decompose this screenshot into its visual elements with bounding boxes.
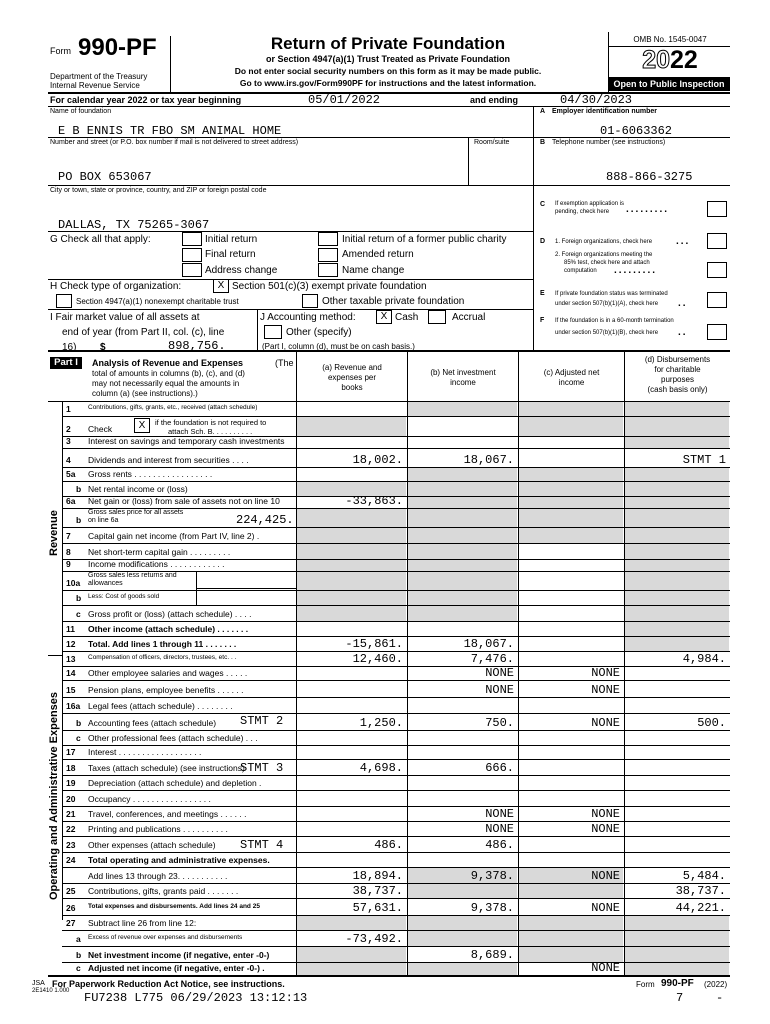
shaded-cell [625, 544, 729, 559]
line-label: Total expenses and disbursements. Add lines 24 and 25 [88, 903, 260, 910]
part1-title-note: (The [275, 358, 294, 368]
line-label: Net short-term capital gain . . . . . . . . . [88, 547, 231, 557]
line-label: Adjusted net income (if negative, enter -0-) . [88, 963, 265, 973]
h-501c3-label: Section 501(c)(3) exempt private foundation [232, 281, 427, 292]
amount-c: NONE [591, 822, 620, 836]
line-number: a [76, 934, 81, 944]
tax-year-outline: 20 [642, 46, 670, 74]
line-label: Printing and publications . . . . . . . . . . [88, 824, 228, 834]
f-text1: If the foundation is in a 60-month termination [555, 318, 674, 324]
footer-form-label: Form [636, 980, 655, 989]
line-label: Other income (attach schedule) . . . . . . . [88, 624, 249, 634]
shaded-cell [625, 468, 729, 481]
line-number: 8 [66, 547, 71, 557]
i-dollar: $ [100, 342, 106, 353]
line-number: 1 [66, 404, 71, 414]
amount-d: 38,737. [675, 884, 726, 898]
form-header [48, 32, 730, 92]
form-number: 990-PF [78, 34, 157, 61]
footer-form-number: 990-PF [661, 978, 694, 989]
line-number: b [76, 484, 82, 494]
amount-c: NONE [591, 961, 620, 975]
row-divider [62, 867, 730, 868]
shaded-cell [297, 916, 406, 930]
line-number: 3 [66, 436, 71, 446]
line-number: 19 [66, 778, 76, 788]
cash-basis-note: (Part I, column (d), must be on cash basis.) [262, 342, 415, 351]
line-label: Total. Add lines 1 through 11 . . . . . . . [88, 639, 237, 649]
amount-d: 500. [697, 716, 726, 730]
line-number: c [76, 963, 81, 973]
d2c-text: computation [564, 268, 597, 274]
shaded-cell [519, 528, 623, 543]
row-divider [62, 730, 730, 731]
shaded-cell [625, 437, 729, 448]
shaded-cell [408, 528, 517, 543]
part1-desc1: total of amounts in columns (b), (c), and (d) [92, 369, 245, 378]
paperwork-notice: For Paperwork Reduction Act Notice, see instructions. [52, 979, 285, 989]
d2a-text: 2. Foreign organizations meeting the [555, 252, 653, 258]
foreign-org-checkbox[interactable] [707, 233, 727, 249]
phone-letter: B [540, 139, 546, 146]
shaded-cell [408, 606, 517, 621]
omb-number: OMB No. 1545-0047 [633, 35, 707, 44]
h-other-taxable-label: Other taxable private foundation [322, 296, 465, 307]
h-4947-checkbox[interactable] [56, 294, 72, 308]
line-number: 11 [66, 624, 75, 634]
cash-label: Cash [395, 312, 419, 323]
form-subtitle: or Section 4947(a)(1) Trust Treated as Private Foundation [265, 54, 511, 64]
line-label: Contributions, gifts, grants paid . . . . . . . [88, 886, 239, 896]
line-label: Subtract line 26 from line 12: [88, 918, 197, 928]
shaded-cell [625, 572, 729, 590]
line-number: 14 [66, 668, 76, 678]
line-number: 18 [66, 763, 76, 773]
line-label: Less: Cost of goods sold [88, 593, 160, 600]
c-letter: C [540, 201, 546, 208]
line-number: 15 [66, 685, 76, 695]
shaded-cell [625, 947, 729, 962]
line-label: Gross profit or (loss) (attach schedule) . . . . [88, 609, 252, 619]
line-label: Interest . . . . . . . . . . . . . . . . . . [88, 747, 202, 757]
line-number: 26 [66, 903, 76, 913]
amended-return-checkbox[interactable] [318, 248, 338, 262]
shaded-cell [519, 482, 623, 496]
shaded-cell [625, 509, 729, 527]
shaded-cell [625, 402, 729, 416]
amount-a: 1,250. [359, 716, 403, 730]
name-change-checkbox[interactable] [318, 263, 338, 277]
line-label: Other employee salaries and wages . . . . . [88, 668, 248, 678]
page-number: 7 [676, 991, 684, 1005]
line-label: Gross sales less returns and allowances [88, 572, 177, 587]
other-method-checkbox[interactable] [264, 325, 282, 339]
shaded-cell [625, 963, 729, 975]
ssn-notice: Do not enter social security numbers on this form as it may be made public. [234, 66, 542, 76]
open-inspection-badge: Open to Public Inspection [608, 77, 730, 91]
amount-a: 38,737. [352, 884, 403, 898]
line-number: c [76, 609, 81, 619]
line-label: Capital gain net income (from Part IV, line 2) . [88, 531, 260, 541]
e-text2: under section 507(b)(1)(A), check here [555, 301, 659, 307]
line-number: 13 [66, 654, 76, 664]
street-label: Number and street (or P.O. box number if mail is not delivered to street address) [50, 139, 299, 146]
part1-title: Analysis of Revenue and Expenses [92, 358, 244, 368]
tax-year-bold: 22 [670, 46, 698, 74]
shaded-cell [408, 402, 517, 416]
shaded-cell [519, 884, 623, 898]
page-dash: - [716, 991, 724, 1005]
foundation-name: E B ENNIS TR FBO SM ANIMAL HOME [58, 124, 282, 138]
footer-form-year: (2022) [704, 980, 728, 989]
line-label: Total operating and administrative expenses. [88, 855, 270, 865]
f-checkbox[interactable] [707, 324, 727, 340]
row-divider [62, 759, 730, 760]
tax-year [610, 47, 730, 74]
amount-b: NONE [485, 822, 514, 836]
line-number: b [76, 950, 82, 960]
amount-b: 9,378. [470, 869, 514, 883]
shaded-cell [408, 509, 517, 527]
line-label: Gross rents . . . . . . . . . . . . . . . . . [88, 469, 213, 479]
address-change-label: Address change [205, 265, 278, 276]
d1-text: 1. Foreign organizations, check here [555, 239, 653, 245]
line-number: 27 [66, 918, 76, 928]
shaded-cell [519, 931, 623, 946]
form-title: Return of Private Foundation [270, 34, 506, 53]
shaded-cell [519, 402, 623, 416]
line-number: 2 [66, 424, 71, 434]
foundation-name-label: Name of foundation [50, 108, 112, 115]
line6b-value: 224,425. [236, 513, 294, 527]
shaded-cell [625, 417, 729, 436]
shaded-cell [408, 916, 517, 930]
dept-treasury: Department of the Treasury [50, 72, 148, 81]
row-divider [62, 821, 730, 822]
line-label: Legal fees (attach schedule) . . . . . . . . [88, 701, 233, 711]
amount-b: 666. [485, 761, 514, 775]
row-divider [62, 898, 730, 899]
line-number: 23 [66, 840, 76, 850]
amount-b: 8,689. [470, 948, 514, 962]
line-number: 25 [66, 886, 76, 896]
amount-a: 18,002. [352, 453, 403, 467]
final-return-checkbox[interactable] [182, 248, 202, 262]
tax-year-end: 04/30/2023 [560, 93, 633, 107]
initial-former-charity-checkbox[interactable] [318, 232, 338, 246]
line-number: 12 [66, 639, 76, 649]
row-divider [62, 775, 730, 776]
accrual-label: Accrual [452, 312, 486, 323]
amount-c: NONE [591, 807, 620, 821]
line-label: Income modifications . . . . . . . . . . . . [88, 559, 225, 569]
row-divider [62, 666, 730, 667]
jsa-label: JSA [32, 980, 45, 987]
shaded-cell [408, 591, 517, 605]
amount-b: NONE [485, 666, 514, 680]
amount-c: NONE [591, 716, 620, 730]
col-c-header: (c) Adjusted net income [543, 368, 600, 387]
shaded-cell [625, 606, 729, 621]
amount-a: -15,861. [345, 637, 403, 651]
shaded-cell [297, 509, 406, 527]
shaded-cell [625, 931, 729, 946]
shaded-cell [297, 417, 406, 436]
initial-former-charity-label: Initial return of a former public charity [342, 234, 507, 245]
d2b-text: 85% test, check here and attach [564, 260, 650, 266]
line2-note1: if the foundation is not required to [155, 418, 267, 427]
cash-method-checkbox[interactable]: X [376, 310, 392, 324]
line-number: 16a [66, 701, 81, 711]
shaded-cell [408, 544, 517, 559]
part1-desc3: column (a) (see instructions).) [92, 389, 198, 398]
amount-a: 18,894. [352, 869, 403, 883]
amount-d: 5,484. [682, 869, 726, 883]
amount-d: 44,221. [675, 901, 726, 915]
col-b-header: (b) Net investment income [430, 368, 496, 387]
c-text1: If exemption application is [555, 201, 625, 207]
initial-return-label: Initial return [205, 234, 258, 245]
d-letter: D [540, 238, 546, 245]
ein-value: 01-6063362 [600, 124, 673, 138]
revenue-side-label: Revenue [48, 510, 60, 556]
amount-a: 486. [374, 838, 403, 852]
e-checkbox[interactable] [707, 292, 727, 308]
f-letter: F [540, 317, 545, 324]
phone-value: 888-866-3275 [606, 170, 693, 184]
line-label: Net gain or (loss) from sale of assets not on line 10 [88, 496, 280, 506]
ein-letter: A [540, 108, 546, 115]
street-value: PO BOX 653067 [58, 170, 152, 184]
f-text2: under section 507(b)(1)(B), check here [555, 330, 659, 336]
line-label: Other expenses (attach schedule) [88, 840, 216, 850]
shaded-cell [297, 963, 406, 975]
jsa-code: 2E1410 1.000 [32, 988, 70, 994]
calendar-year-label: For calendar year 2022 or tax year beginning [50, 95, 242, 105]
h-other-taxable-checkbox[interactable] [302, 294, 318, 308]
h-501c3-checkbox[interactable]: X [213, 279, 229, 293]
amount-c: NONE [591, 869, 620, 883]
line-label: Excess of revenue over expenses and disbursements [88, 934, 243, 941]
line2-checkbox[interactable]: X [134, 418, 150, 433]
line-label: Net investment income (if negative, enter -0-) [88, 950, 270, 960]
preparer-stamp: FU7238 L775 06/29/2023 13:12:13 [84, 991, 308, 1005]
j-label: J Accounting method: [260, 312, 356, 323]
city-value: DALLAS, TX 75265-3067 [58, 218, 210, 232]
amount-b: 18,067. [463, 453, 514, 467]
line-number: 7 [66, 531, 71, 541]
line-label: Travel, conferences, and meetings . . . . . . [88, 809, 247, 819]
shaded-cell [625, 916, 729, 930]
row-divider [62, 680, 730, 681]
expenses-side-label: Operating and Administrative Expenses [48, 691, 60, 900]
i-text2: end of year (from Part II, col. (c), line [62, 327, 225, 338]
shaded-cell [625, 482, 729, 496]
amount-b: 7,476. [470, 652, 514, 666]
line-label: Gross sales price for all assets on line 6a [88, 509, 184, 524]
line-label: Depreciation (attach schedule) and depletion . [88, 778, 262, 788]
c-text2: pending, check here [555, 209, 610, 215]
shaded-cell [297, 947, 406, 962]
line-number: 9 [66, 559, 71, 569]
h-label: H Check type of organization: [50, 281, 182, 292]
line-number: b [76, 593, 82, 603]
shaded-cell [408, 468, 517, 481]
line-number: 21 [66, 809, 76, 819]
shaded-cell [297, 528, 406, 543]
row-divider [62, 790, 730, 791]
shaded-cell [297, 560, 406, 571]
line-label: Check [88, 424, 113, 434]
line2-note2: attach Sch. B. . . . . . . . . . [168, 427, 253, 436]
row-divider [62, 806, 730, 807]
shaded-cell [519, 509, 623, 527]
and-ending-label: and ending [470, 95, 518, 105]
exemption-pending-checkbox[interactable] [707, 201, 727, 217]
shaded-cell [625, 591, 729, 605]
shaded-cell [519, 947, 623, 962]
amount-a: -73,492. [345, 932, 403, 946]
part1-desc2: may not necessarily equal the amounts in [92, 379, 240, 388]
row-divider [62, 448, 730, 449]
amount-b: 750. [485, 716, 514, 730]
other-method-label: Other (specify) [286, 327, 352, 338]
row-divider [62, 697, 730, 698]
amount-b: NONE [485, 807, 514, 821]
shaded-cell [297, 544, 406, 559]
irs-label: Internal Revenue Service [50, 81, 140, 90]
line-label: Accounting fees (attach schedule) [88, 718, 217, 728]
amount-a: 57,631. [352, 901, 403, 915]
line-number: 4 [66, 455, 71, 465]
line-label: Occupancy . . . . . . . . . . . . . . . . . [88, 794, 211, 804]
shaded-cell [625, 560, 729, 571]
shaded-cell [519, 497, 623, 508]
shaded-cell [408, 931, 517, 946]
form-word: Form [50, 46, 71, 56]
shaded-cell [519, 916, 623, 930]
shaded-cell [519, 417, 623, 436]
col-d-header: (d) Disbursements for charitable purposes (cash basis only) [644, 355, 711, 394]
amount-a: -33,863. [345, 494, 403, 508]
final-return-label: Final return [205, 249, 256, 260]
foreign-85-checkbox[interactable] [707, 262, 727, 278]
line-number: 6a [66, 496, 76, 506]
amount-b: 9,378. [470, 901, 514, 915]
address-change-checkbox[interactable] [182, 263, 202, 277]
phone-label: Telephone number (see instructions) [552, 139, 666, 146]
i-text1: I Fair market value of all assets at [50, 312, 200, 323]
line-label: Pension plans, employee benefits . . . . . . [88, 685, 244, 695]
stmt4-ref: STMT 4 [240, 838, 284, 852]
shaded-cell [297, 606, 406, 621]
part1-tag: Part I [50, 357, 82, 369]
line-label: Taxes (attach schedule) (see instructions) [88, 763, 245, 773]
shaded-cell [408, 572, 517, 590]
line-label: Net rental income or (loss) [88, 484, 188, 494]
amount-d: 4,984. [682, 652, 726, 666]
tax-year-begin: 05/01/2022 [308, 93, 381, 107]
shaded-cell [625, 637, 729, 651]
stmt2-ref: STMT 2 [240, 714, 284, 728]
line-label: Add lines 13 through 23. . . . . . . . . . . [88, 871, 228, 881]
initial-return-checkbox[interactable] [182, 232, 202, 246]
shaded-cell [519, 468, 623, 481]
room-suite-label: Room/suite [474, 139, 510, 146]
line-number: 20 [66, 794, 76, 804]
amount-c: NONE [591, 666, 620, 680]
i-text3: 16) [62, 342, 77, 353]
line-number: c [76, 733, 81, 743]
shaded-cell [297, 572, 406, 590]
line-label: Compensation of officers, directors, trustees, etc. . . [88, 654, 237, 661]
line-number: b [76, 515, 82, 525]
amount-b: 18,067. [463, 637, 514, 651]
line-number: 22 [66, 824, 76, 834]
row-divider [62, 745, 730, 746]
shaded-cell [297, 591, 406, 605]
amount-b: NONE [485, 683, 514, 697]
g-label: G Check all that apply: [50, 234, 151, 245]
line-label: Interest on savings and temporary cash investments [88, 436, 285, 446]
shaded-cell [408, 963, 517, 975]
e-text1: If private foundation status was terminated [555, 291, 668, 297]
line-label: Contributions, gifts, grants, etc., received (attach schedule) [88, 404, 258, 411]
e-letter: E [540, 290, 545, 297]
city-label: City or town, state or province, country, and ZIP or foreign postal code [50, 187, 267, 194]
amount-a: 12,460. [352, 652, 403, 666]
amount-b: 486. [485, 838, 514, 852]
irs-link-notice: Go to www.irs.gov/Form990PF for instructions and the latest information. [239, 78, 537, 88]
line-number: 24 [66, 855, 76, 865]
line-number: 5a [66, 469, 76, 479]
row-divider [62, 836, 730, 837]
amount-a: 4,698. [359, 761, 403, 775]
shaded-cell [408, 560, 517, 571]
row-divider [62, 713, 730, 714]
accrual-checkbox[interactable] [428, 310, 446, 324]
amended-return-label: Amended return [342, 249, 414, 260]
amount-d: STMT 1 [682, 453, 726, 467]
line-number: 17 [66, 747, 76, 757]
ein-label: Employer identification number [552, 108, 658, 115]
amount-c: NONE [591, 683, 620, 697]
h-4947-label: Section 4947(a)(1) nonexempt charitable trust [76, 297, 239, 306]
line-number: 10a [66, 578, 81, 588]
shaded-cell [625, 622, 729, 636]
stmt3-ref: STMT 3 [240, 761, 284, 775]
name-change-label: Name change [342, 265, 405, 276]
row-divider [62, 852, 730, 853]
shaded-cell [625, 497, 729, 508]
amount-c: NONE [591, 901, 620, 915]
line-label: Dividends and interest from securities . . . . [88, 455, 249, 465]
line-label: Other professional fees (attach schedule) . . . [88, 733, 258, 743]
col-a-header: (a) Revenue and expenses per books [322, 363, 382, 392]
shaded-cell [625, 528, 729, 543]
fmv-value: 898,756. [168, 339, 226, 353]
line-number: b [76, 718, 82, 728]
shaded-cell [408, 482, 517, 496]
shaded-cell [408, 497, 517, 508]
shaded-cell [408, 884, 517, 898]
